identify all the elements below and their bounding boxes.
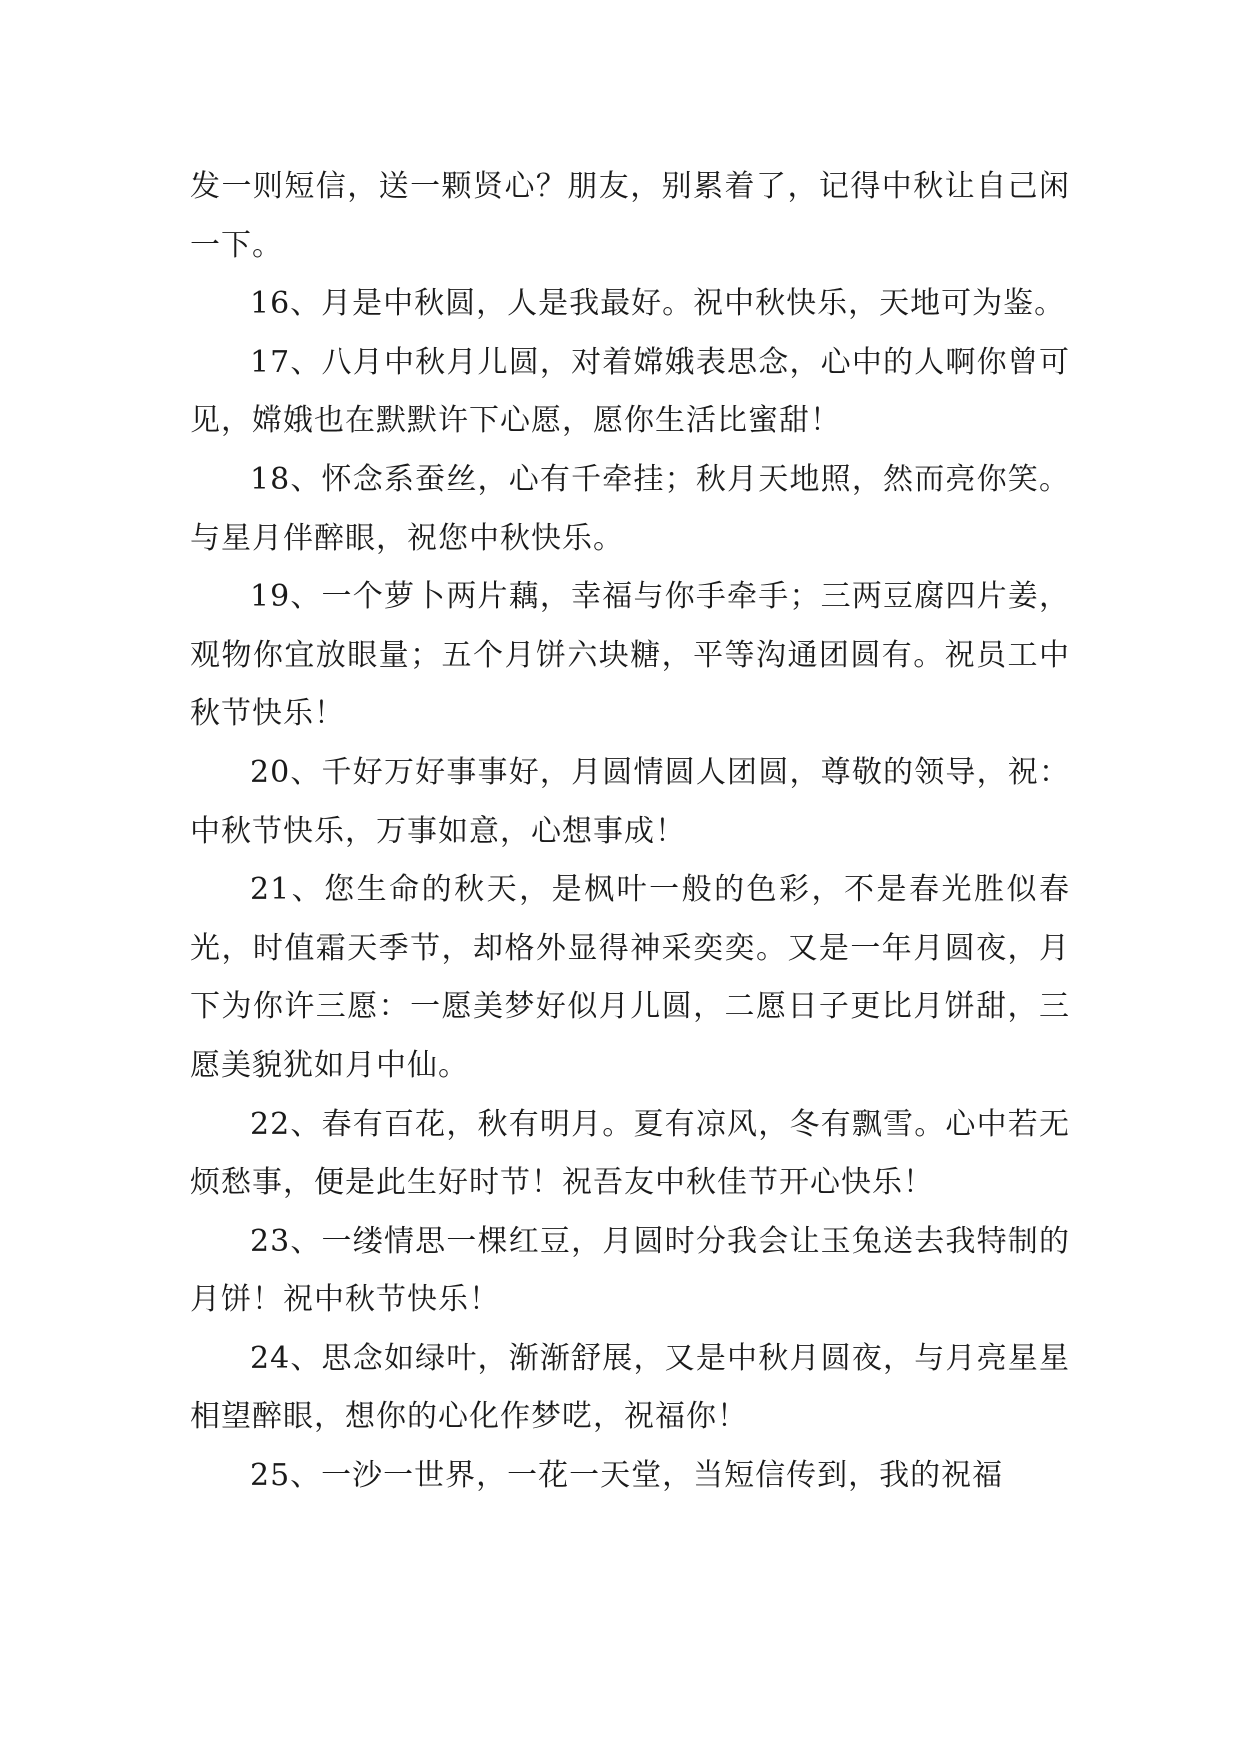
paragraph-item-19: 19、一个萝卜两片藕，幸福与你手牵手；三两豆腐四片姜，观物你宜放眼量；五个月饼六块糖，平等沟通团圆有。祝员工中秋节快乐！ (190, 579, 1070, 732)
paragraph-item-16: 16、月是中秋圆，人是我最好。祝中秋快乐，天地可为鉴。 (250, 286, 1066, 322)
paragraph-item-24: 24、思念如绿叶，渐渐舒展，又是中秋月圆夜，与月亮星星相望醉眼，想你的心化作梦呓，祝福你！ (190, 1340, 1070, 1435)
paragraph-continuation: 发一则短信，送一颗贤心？朋友，别累着了，记得中秋让自己闲一下。 (190, 169, 1070, 263)
paragraph-item-18: 18、怀念系蚕丝，心有千牵挂；秋月天地照，然而亮你笑。与星月伴醉眼，祝您中秋快乐。 (190, 461, 1070, 556)
paragraph-item-21: 21、您生命的秋天，是枫叶一般的色彩，不是春光胜似春光，时值霜天季节，却格外显得神采奕奕。又是一年月圆夜，月下为你许三愿：一愿美梦好似月儿圆，二愿日子更比月饼甜，三愿美貌犹如月中仙。 (190, 872, 1070, 1083)
document-body (190, 158, 1070, 1506)
paragraph-item-17: 17、八月中秋月儿圆，对着嫦娥表思念，心中的人啊你曾可见，嫦娥也在默默许下心愿，愿你生活比蜜甜！ (190, 344, 1070, 439)
paragraph-item-22: 22、春有百花，秋有明月。夏有凉风，冬有飘雪。心中若无烦愁事，便是此生好时节！祝吾友中秋佳节开心快乐！ (190, 1106, 1070, 1201)
paragraph-item-25: 25、一沙一世界，一花一天堂，当短信传到，我的祝福 (250, 1458, 1004, 1494)
paragraph-item-23: 23、一缕情思一棵红豆，月圆时分我会让玉兔送去我特制的月饼！祝中秋节快乐！ (190, 1223, 1070, 1318)
paragraph-item-20: 20、千好万好事事好，月圆情圆人团圆，尊敬的领导，祝：中秋节快乐，万事如意，心想事成！ (190, 754, 1070, 849)
